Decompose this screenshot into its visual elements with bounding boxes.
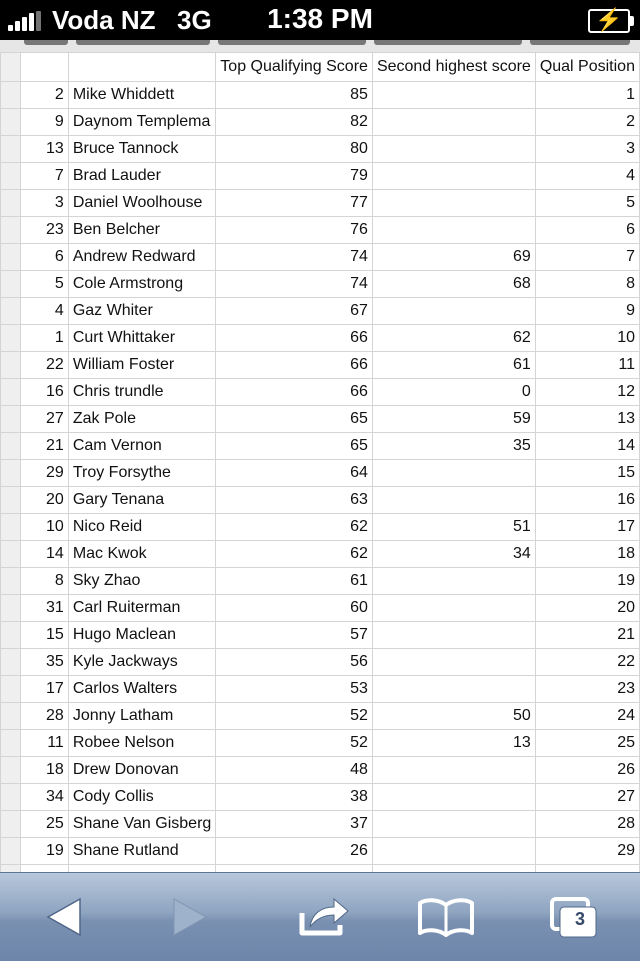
header-row <box>1 53 640 82</box>
row-gutter <box>1 568 21 595</box>
table-row <box>1 514 640 541</box>
cell-name[interactable]: Nico Reid <box>68 514 215 541</box>
header-second-highest-score[interactable]: Second highest score <box>372 53 535 82</box>
table-row <box>1 460 640 487</box>
status-time: 1:38 PM <box>267 3 373 34</box>
cell-qual-position[interactable]: 3 <box>535 136 639 163</box>
cell-top-score[interactable]: 66 <box>216 352 373 379</box>
cell-number[interactable]: 3 <box>21 190 69 217</box>
cell-qual-position[interactable]: 29 <box>535 838 639 865</box>
row-gutter <box>1 487 21 514</box>
cell-number[interactable]: 5 <box>21 271 69 298</box>
cell-name[interactable]: Shane Rutland <box>68 838 215 865</box>
cell-name[interactable]: Gary Tenana <box>68 487 215 514</box>
cell-top-score[interactable]: 53 <box>216 676 373 703</box>
cell-name[interactable]: Cody Collis <box>68 784 215 811</box>
row-gutter <box>1 217 21 244</box>
cell-name[interactable]: William Foster <box>68 352 215 379</box>
cell-second-score[interactable] <box>372 757 535 784</box>
cell-name[interactable]: Troy Forsythe <box>68 460 215 487</box>
cell-empty[interactable] <box>216 865 373 873</box>
row-gutter <box>1 811 21 838</box>
cell-name[interactable]: Cam Vernon <box>68 433 215 460</box>
header-name[interactable] <box>68 53 215 82</box>
table-row <box>1 784 640 811</box>
cell-second-score[interactable] <box>372 298 535 325</box>
cell-second-score[interactable]: 68 <box>372 271 535 298</box>
forward-button[interactable] <box>140 873 240 961</box>
tabs-button[interactable] <box>524 873 624 961</box>
cell-name[interactable]: Daynom Templema <box>68 109 215 136</box>
cell-second-score[interactable]: 51 <box>372 514 535 541</box>
table-row <box>1 271 640 298</box>
row-gutter <box>1 379 21 406</box>
cell-name[interactable]: Brad Lauder <box>68 163 215 190</box>
cell-top-score[interactable]: 74 <box>216 244 373 271</box>
table-row <box>1 109 640 136</box>
cell-top-score[interactable]: 52 <box>216 730 373 757</box>
cell-second-score[interactable]: 59 <box>372 406 535 433</box>
table-row <box>1 703 640 730</box>
cell-empty[interactable] <box>535 865 639 873</box>
table-row <box>1 352 640 379</box>
cell-second-score[interactable] <box>372 460 535 487</box>
cell-number[interactable]: 28 <box>21 703 69 730</box>
cell-qual-position[interactable]: 6 <box>535 217 639 244</box>
cell-number[interactable]: 7 <box>21 163 69 190</box>
cell-top-score[interactable]: 82 <box>216 109 373 136</box>
cell-number[interactable]: 19 <box>21 838 69 865</box>
spreadsheet-view[interactable] <box>0 40 640 872</box>
cell-qual-position[interactable]: 25 <box>535 730 639 757</box>
cell-second-score[interactable] <box>372 487 535 514</box>
cell-name[interactable]: Mac Kwok <box>68 541 215 568</box>
cell-second-score[interactable]: 34 <box>372 541 535 568</box>
header-top-qualifying-score[interactable]: Top Qualifying Score <box>216 53 373 82</box>
filter-dropdown-handle[interactable] <box>374 40 522 45</box>
cell-top-score[interactable]: 56 <box>216 649 373 676</box>
cell-number[interactable]: 25 <box>21 811 69 838</box>
cell-top-score[interactable]: 52 <box>216 703 373 730</box>
cell-name[interactable]: Ben Belcher <box>68 217 215 244</box>
cell-number[interactable]: 8 <box>21 568 69 595</box>
cell-number[interactable]: 17 <box>21 676 69 703</box>
cell-number[interactable]: 22 <box>21 352 69 379</box>
row-gutter <box>1 676 21 703</box>
cell-number[interactable]: 31 <box>21 595 69 622</box>
cell-top-score[interactable]: 26 <box>216 838 373 865</box>
cell-qual-position[interactable]: 1 <box>535 82 639 109</box>
cell-top-score[interactable]: 62 <box>216 514 373 541</box>
results-table <box>0 52 640 872</box>
cell-top-score[interactable]: 66 <box>216 325 373 352</box>
row-gutter <box>1 109 21 136</box>
cell-qual-position[interactable]: 7 <box>535 244 639 271</box>
table-row <box>1 217 640 244</box>
row-gutter <box>1 298 21 325</box>
cell-second-score[interactable] <box>372 676 535 703</box>
cell-qual-position[interactable]: 11 <box>535 352 639 379</box>
cell-name[interactable]: Drew Donovan <box>68 757 215 784</box>
cell-qual-position[interactable]: 15 <box>535 460 639 487</box>
cell-number[interactable]: 11 <box>21 730 69 757</box>
cell-number[interactable]: 14 <box>21 541 69 568</box>
cell-name[interactable]: Bruce Tannock <box>68 136 215 163</box>
cell-qual-position[interactable]: 27 <box>535 784 639 811</box>
row-gutter <box>1 784 21 811</box>
table-row <box>1 568 640 595</box>
share-button[interactable] <box>272 873 372 961</box>
back-button[interactable] <box>14 873 114 961</box>
tab-count: 3 <box>574 909 585 929</box>
cell-qual-position[interactable]: 18 <box>535 541 639 568</box>
cell-top-score[interactable]: 77 <box>216 190 373 217</box>
table-row <box>1 190 640 217</box>
cell-number[interactable]: 9 <box>21 109 69 136</box>
forward-arrow-icon <box>162 893 218 941</box>
cell-number[interactable]: 20 <box>21 487 69 514</box>
cell-qual-position[interactable]: 21 <box>535 622 639 649</box>
table-row <box>1 838 640 865</box>
cell-qual-position[interactable]: 22 <box>535 649 639 676</box>
cell-second-score[interactable] <box>372 136 535 163</box>
row-gutter <box>1 622 21 649</box>
cell-name[interactable]: Cole Armstrong <box>68 271 215 298</box>
row-gutter <box>1 649 21 676</box>
cell-qual-position[interactable]: 9 <box>535 298 639 325</box>
browser-toolbar <box>0 872 640 961</box>
cell-second-score[interactable] <box>372 82 535 109</box>
cell-top-score[interactable]: 65 <box>216 433 373 460</box>
table-row <box>1 163 640 190</box>
bookmarks-button[interactable] <box>394 873 494 961</box>
cell-second-score[interactable] <box>372 811 535 838</box>
cell-qual-position[interactable]: 2 <box>535 109 639 136</box>
cell-name[interactable]: Shane Van Gisberg <box>68 811 215 838</box>
cell-number[interactable]: 4 <box>21 298 69 325</box>
cell-name[interactable]: Carlos Walters <box>68 676 215 703</box>
cell-name[interactable]: Kyle Jackways <box>68 649 215 676</box>
cell-name[interactable]: Daniel Woolhouse <box>68 190 215 217</box>
table-row <box>1 136 640 163</box>
table-row <box>1 82 640 109</box>
cell-number[interactable]: 15 <box>21 622 69 649</box>
table-row <box>1 757 640 784</box>
cell-top-score[interactable]: 38 <box>216 784 373 811</box>
cell-second-score[interactable] <box>372 838 535 865</box>
cell-top-score[interactable]: 37 <box>216 811 373 838</box>
cell-qual-position[interactable]: 20 <box>535 595 639 622</box>
row-gutter <box>1 352 21 379</box>
table-row <box>1 811 640 838</box>
status-bar <box>0 0 640 40</box>
cell-second-score[interactable]: 61 <box>372 352 535 379</box>
cell-second-score[interactable] <box>372 109 535 136</box>
cell-number[interactable]: 10 <box>21 514 69 541</box>
filter-dropdown-handle[interactable] <box>24 40 68 45</box>
cell-qual-position[interactable]: 23 <box>535 676 639 703</box>
cell-qual-position[interactable]: 5 <box>535 190 639 217</box>
row-gutter <box>1 514 21 541</box>
row-gutter <box>1 136 21 163</box>
row-gutter <box>1 541 21 568</box>
cell-qual-position[interactable]: 24 <box>535 703 639 730</box>
header-qual-position[interactable]: Qual Position <box>535 53 639 82</box>
cell-number[interactable]: 13 <box>21 136 69 163</box>
cell-number[interactable]: 23 <box>21 217 69 244</box>
row-gutter <box>1 757 21 784</box>
row-gutter <box>1 460 21 487</box>
cell-number[interactable]: 16 <box>21 379 69 406</box>
cell-top-score[interactable]: 85 <box>216 82 373 109</box>
cell-second-score[interactable]: 62 <box>372 325 535 352</box>
cell-top-score[interactable]: 79 <box>216 163 373 190</box>
cell-empty[interactable] <box>21 865 69 873</box>
cell-top-score[interactable]: 80 <box>216 136 373 163</box>
row-gutter <box>1 53 21 82</box>
row-gutter <box>1 190 21 217</box>
cell-qual-position[interactable]: 10 <box>535 325 639 352</box>
cell-name[interactable]: Sky Zhao <box>68 568 215 595</box>
cell-qual-position[interactable]: 14 <box>535 433 639 460</box>
cell-number[interactable]: 35 <box>21 649 69 676</box>
cell-top-score[interactable]: 76 <box>216 217 373 244</box>
cell-top-score[interactable]: 66 <box>216 379 373 406</box>
cell-number[interactable]: 6 <box>21 244 69 271</box>
bookmarks-icon <box>416 893 476 941</box>
cell-qual-position[interactable]: 12 <box>535 379 639 406</box>
row-gutter <box>1 325 21 352</box>
cell-top-score[interactable]: 57 <box>216 622 373 649</box>
cell-top-score[interactable]: 64 <box>216 460 373 487</box>
cell-number[interactable]: 2 <box>21 82 69 109</box>
cell-top-score[interactable]: 63 <box>216 487 373 514</box>
cell-name[interactable]: Andrew Redward <box>68 244 215 271</box>
cell-second-score[interactable]: 35 <box>372 433 535 460</box>
row-gutter <box>1 730 21 757</box>
cell-qual-position[interactable]: 19 <box>535 568 639 595</box>
table-row <box>1 595 640 622</box>
cell-name[interactable]: Zak Pole <box>68 406 215 433</box>
table-row <box>1 325 640 352</box>
filter-dropdown-handle[interactable] <box>218 40 366 45</box>
row-gutter <box>1 406 21 433</box>
share-icon <box>294 893 354 941</box>
cell-second-score[interactable] <box>372 568 535 595</box>
cell-name[interactable]: Mike Whiddett <box>68 82 215 109</box>
network-type: 3G <box>177 5 212 35</box>
cell-number[interactable]: 29 <box>21 460 69 487</box>
row-gutter <box>1 838 21 865</box>
cell-number[interactable]: 18 <box>21 757 69 784</box>
table-row <box>1 487 640 514</box>
cell-second-score[interactable] <box>372 649 535 676</box>
cell-name[interactable]: Carl Ruiterman <box>68 595 215 622</box>
cell-qual-position[interactable]: 17 <box>535 514 639 541</box>
cell-second-score[interactable]: 69 <box>372 244 535 271</box>
row-gutter <box>1 163 21 190</box>
cell-top-score[interactable]: 61 <box>216 568 373 595</box>
table-row <box>1 622 640 649</box>
cell-qual-position[interactable]: 16 <box>535 487 639 514</box>
cell-top-score[interactable]: 74 <box>216 271 373 298</box>
battery-charging-icon: ⚡ <box>588 9 630 33</box>
cell-top-score[interactable]: 67 <box>216 298 373 325</box>
filter-dropdown-handle[interactable] <box>76 40 210 45</box>
table-row <box>1 649 640 676</box>
row-gutter <box>1 244 21 271</box>
cell-qual-position[interactable]: 4 <box>535 163 639 190</box>
table-row <box>1 244 640 271</box>
cell-second-score[interactable] <box>372 622 535 649</box>
table-row <box>1 730 640 757</box>
table-row <box>1 298 640 325</box>
cell-name[interactable]: Curt Whittaker <box>68 325 215 352</box>
row-gutter <box>1 433 21 460</box>
cell-number[interactable]: 34 <box>21 784 69 811</box>
cell-second-score[interactable] <box>372 784 535 811</box>
cell-second-score[interactable] <box>372 595 535 622</box>
cell-second-score[interactable] <box>372 217 535 244</box>
cell-empty[interactable] <box>68 865 215 873</box>
cell-top-score[interactable]: 60 <box>216 595 373 622</box>
cell-number[interactable]: 21 <box>21 433 69 460</box>
row-gutter <box>1 595 21 622</box>
cell-qual-position[interactable]: 13 <box>535 406 639 433</box>
cell-top-score[interactable]: 65 <box>216 406 373 433</box>
cell-second-score[interactable]: 0 <box>372 379 535 406</box>
carrier-name: Voda NZ <box>52 5 156 35</box>
cell-number[interactable]: 1 <box>21 325 69 352</box>
cell-qual-position[interactable]: 26 <box>535 757 639 784</box>
cell-name[interactable]: Jonny Latham <box>68 703 215 730</box>
cell-second-score[interactable] <box>372 190 535 217</box>
cell-second-score[interactable]: 50 <box>372 703 535 730</box>
cell-number[interactable]: 27 <box>21 406 69 433</box>
cell-name[interactable]: Gaz Whiter <box>68 298 215 325</box>
table-row <box>1 541 640 568</box>
row-gutter <box>1 865 21 873</box>
cell-name[interactable]: Hugo Maclean <box>68 622 215 649</box>
row-gutter <box>1 703 21 730</box>
row-gutter <box>1 82 21 109</box>
table-row <box>1 865 640 873</box>
cell-name[interactable]: Robee Nelson <box>68 730 215 757</box>
cell-second-score[interactable]: 13 <box>372 730 535 757</box>
row-gutter <box>1 271 21 298</box>
table-row <box>1 676 640 703</box>
table-row <box>1 433 640 460</box>
filter-dropdown-handle[interactable] <box>530 40 630 45</box>
cell-qual-position[interactable]: 28 <box>535 811 639 838</box>
cell-qual-position[interactable]: 8 <box>535 271 639 298</box>
header-number[interactable] <box>21 53 69 82</box>
table-row <box>1 406 640 433</box>
back-arrow-icon <box>36 893 92 941</box>
cell-top-score[interactable]: 62 <box>216 541 373 568</box>
cell-empty[interactable] <box>372 865 535 873</box>
table-row <box>1 379 640 406</box>
cell-top-score[interactable]: 48 <box>216 757 373 784</box>
cell-second-score[interactable] <box>372 163 535 190</box>
cell-name[interactable]: Chris trundle <box>68 379 215 406</box>
